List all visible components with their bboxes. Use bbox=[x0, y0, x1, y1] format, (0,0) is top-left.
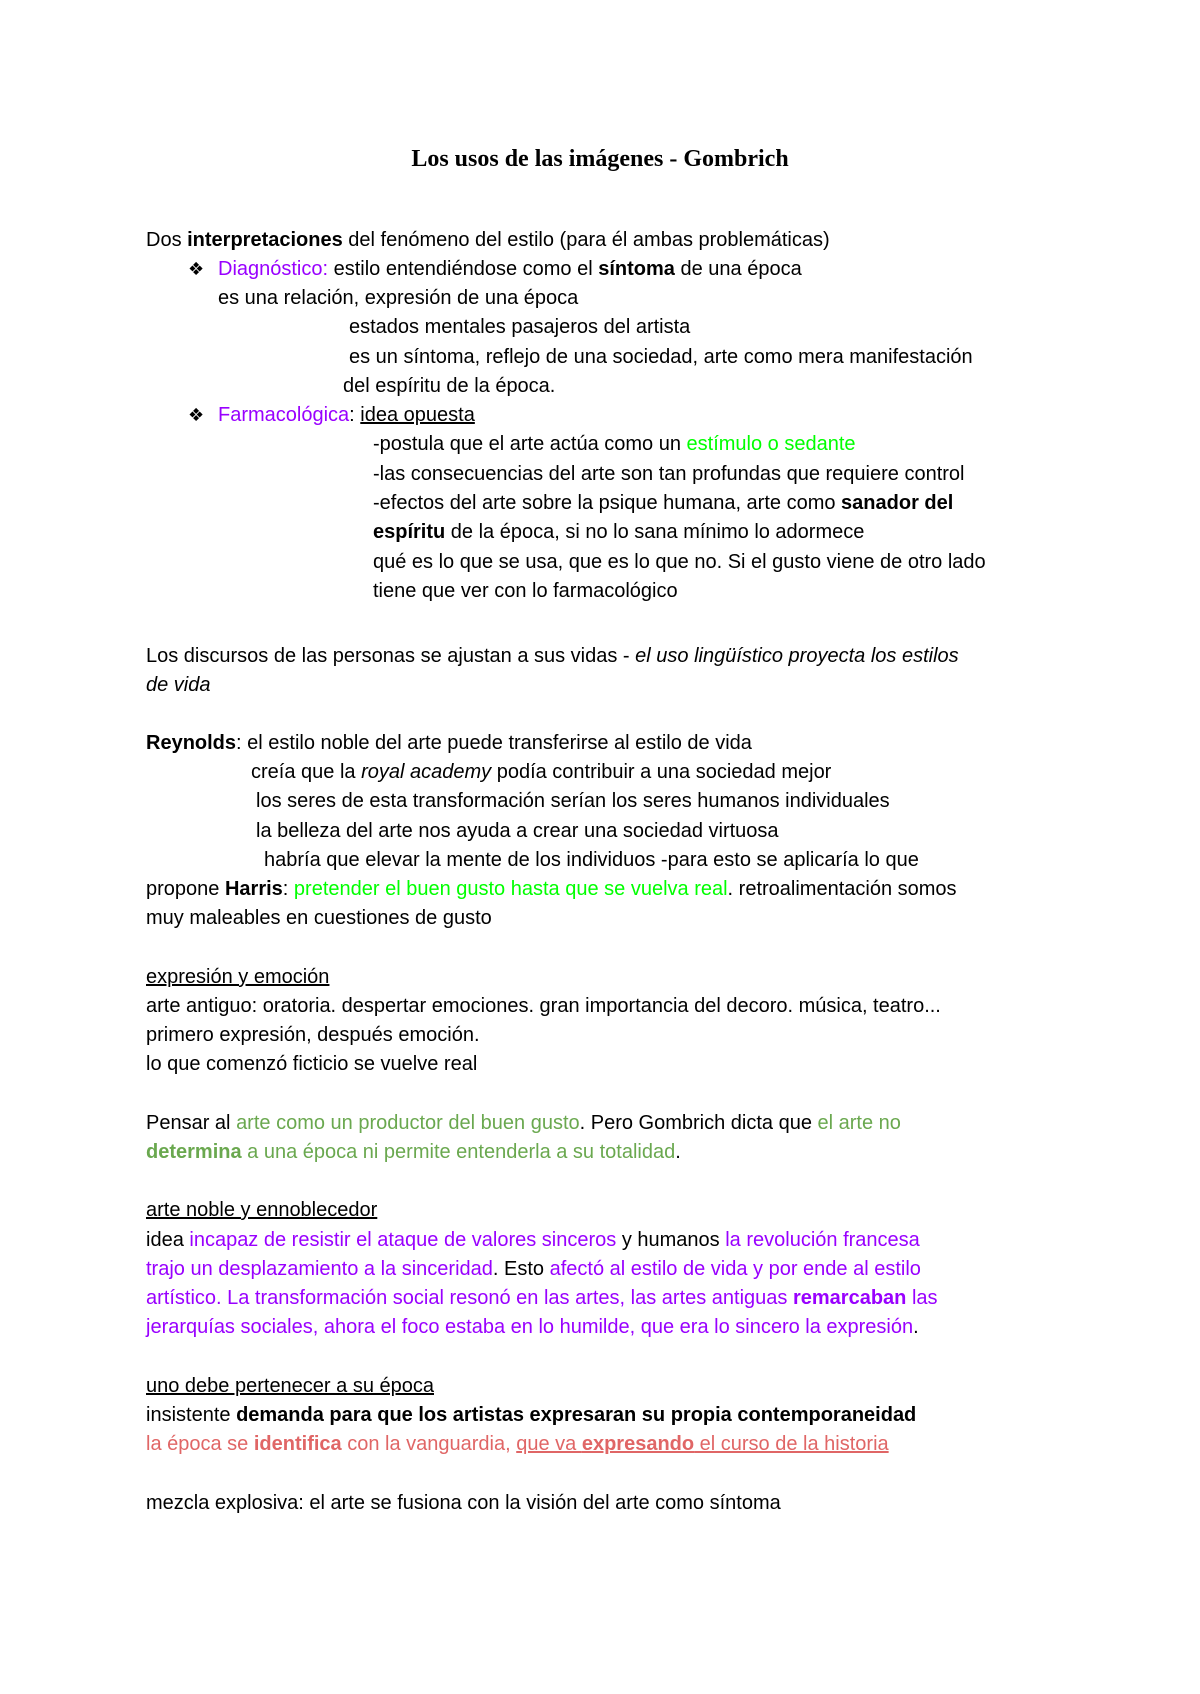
text: : bbox=[349, 404, 361, 426]
bold-text: sanador del bbox=[841, 492, 954, 514]
italic-text: royal academy bbox=[361, 761, 492, 783]
text: idea bbox=[146, 1229, 190, 1251]
text: de una época bbox=[674, 258, 802, 280]
text-line: es una relación, expresión de una época bbox=[218, 287, 579, 309]
text-line bbox=[251, 758, 831, 786]
text-line bbox=[146, 1313, 919, 1341]
purple-text: incapaz de resistir el ataque de valores sinceros bbox=[189, 1229, 617, 1251]
text: . Esto bbox=[492, 1258, 550, 1280]
section-heading: arte noble y ennoblecedor bbox=[146, 1199, 378, 1221]
text-line: -las consecuencias del arte son tan profundas que requiere control bbox=[373, 463, 965, 485]
diamond-bullet-icon: ❖ bbox=[188, 259, 205, 279]
purple-text: la revolución francesa bbox=[725, 1229, 920, 1251]
text-line: del espíritu de la época. bbox=[343, 375, 556, 397]
text-line bbox=[146, 875, 957, 903]
text-line: primero expresión, después emoción. bbox=[146, 1024, 480, 1046]
section-heading: expresión y emoción bbox=[146, 966, 330, 988]
olive-text: el arte no bbox=[817, 1112, 901, 1134]
text: podía contribuir a una sociedad mejor bbox=[491, 761, 832, 783]
text-line bbox=[146, 1284, 938, 1312]
text-line bbox=[146, 1226, 920, 1254]
olive-text: a una época ni permite entenderla a su totalidad bbox=[241, 1141, 676, 1163]
text-line: qué es lo que se usa, que es lo que no. Si el gusto viene de otro lado bbox=[373, 551, 986, 573]
green-text: estímulo o sedante bbox=[686, 433, 856, 455]
text-line: es un síntoma, reflejo de una sociedad, arte como mera manifestación bbox=[349, 346, 973, 368]
text: -postula que el arte actúa como un bbox=[373, 433, 687, 455]
text: y humanos bbox=[616, 1229, 726, 1251]
text-line bbox=[146, 1109, 901, 1137]
purple-text: artístico. La transformación social resonó en las artes, las artes antiguas bbox=[146, 1287, 793, 1309]
pink-underlined-text: el curso de la historia bbox=[694, 1433, 889, 1455]
text-line: estados mentales pasajeros del artista bbox=[349, 316, 691, 338]
text: del fenómeno del estilo (para él ambas problemáticas) bbox=[342, 229, 830, 251]
text: Los discursos de las personas se ajustan a sus vidas - bbox=[146, 645, 636, 667]
text-line bbox=[146, 1401, 916, 1429]
pink-underlined-text: que va bbox=[516, 1433, 582, 1455]
bold-text: Harris bbox=[224, 878, 283, 900]
text: Dos bbox=[146, 229, 188, 251]
diamond-bullet-icon: ❖ bbox=[188, 405, 205, 425]
text-line: lo que comenzó ficticio se vuelve real bbox=[146, 1053, 478, 1075]
text: . Pero Gombrich dicta que bbox=[579, 1112, 818, 1134]
purple-label: Farmacológica bbox=[218, 404, 350, 426]
farmacologica-item bbox=[188, 401, 475, 429]
text-line: la belleza del arte nos ayuda a crear una sociedad virtuosa bbox=[256, 820, 779, 842]
text-line: los seres de esta transformación serían los seres humanos individuales bbox=[256, 790, 890, 812]
green-text: pretender el buen gusto hasta que se vuelva real bbox=[293, 878, 728, 900]
text-line bbox=[146, 729, 752, 757]
text-line: muy maleables en cuestiones de gusto bbox=[146, 907, 492, 929]
text-line bbox=[146, 1255, 921, 1283]
italic-text: el uso lingüístico proyecta los estilos bbox=[635, 645, 959, 667]
purple-label: Diagnóstico: bbox=[218, 258, 329, 280]
text-line: de vida bbox=[146, 674, 211, 696]
text-line: mezcla explosiva: el arte se fusiona con la visión del arte como síntoma bbox=[146, 1492, 781, 1514]
text: . bbox=[913, 1316, 919, 1338]
purple-bold-text: remarcaban bbox=[792, 1287, 907, 1309]
bold-text: interpretaciones bbox=[187, 229, 343, 251]
underlined-text: idea opuesta bbox=[360, 404, 475, 426]
text-line bbox=[373, 430, 856, 458]
bold-text: demanda para que los artistas expresaran su propia contemporaneidad bbox=[236, 1404, 917, 1426]
text: . bbox=[675, 1141, 681, 1163]
purple-text: jerarquías sociales, ahora el foco estaba en lo humilde, que era lo sincero la expresión bbox=[146, 1316, 914, 1338]
text-line: arte antiguo: oratoria. despertar emociones. gran importancia del decoro. música, teatro... bbox=[146, 995, 941, 1017]
pink-bold-underlined-text: expresando bbox=[581, 1433, 695, 1455]
text-line bbox=[373, 518, 864, 546]
bold-text: espíritu bbox=[373, 521, 446, 543]
text: estilo entendiéndose como el bbox=[328, 258, 599, 280]
olive-bold-text: determina bbox=[146, 1141, 242, 1163]
bold-text: Reynolds bbox=[146, 732, 237, 754]
text: . retroalimentación somos bbox=[727, 878, 957, 900]
text: insistente bbox=[146, 1404, 237, 1426]
text: : el estilo noble del arte puede transferirse al estilo de vida bbox=[236, 732, 752, 754]
text-line: tiene que ver con lo farmacológico bbox=[373, 580, 678, 602]
pink-text: la época se bbox=[146, 1433, 254, 1455]
purple-text: trajo un desplazamiento a la sinceridad bbox=[146, 1258, 493, 1280]
text-line bbox=[146, 1138, 681, 1166]
text: -efectos del arte sobre la psique humana, arte como bbox=[373, 492, 842, 514]
intro-line bbox=[146, 226, 830, 254]
text: : bbox=[282, 878, 294, 900]
text: creía que la bbox=[251, 761, 362, 783]
text: propone bbox=[146, 878, 225, 900]
purple-text: las bbox=[906, 1287, 938, 1309]
olive-text: arte como un productor del buen gusto bbox=[236, 1112, 580, 1134]
text-line bbox=[146, 1430, 889, 1458]
text-line bbox=[373, 489, 953, 517]
bold-text: síntoma bbox=[598, 258, 675, 280]
diagnostico-item bbox=[188, 255, 802, 283]
document-title: Los usos de las imágenes - Gombrich bbox=[411, 146, 789, 172]
purple-text: afectó al estilo de vida y por ende al estilo bbox=[549, 1258, 921, 1280]
section-heading: uno debe pertenecer a su época bbox=[146, 1375, 434, 1397]
text-line bbox=[146, 642, 959, 670]
pink-bold-text: identifica bbox=[253, 1433, 342, 1455]
text: Pensar al bbox=[146, 1112, 237, 1134]
text: de la época, si no lo sana mínimo lo adormece bbox=[445, 521, 865, 543]
text-line: habría que elevar la mente de los individuos -para esto se aplicaría lo que bbox=[264, 849, 919, 871]
pink-text: con la vanguardia, bbox=[341, 1433, 517, 1455]
